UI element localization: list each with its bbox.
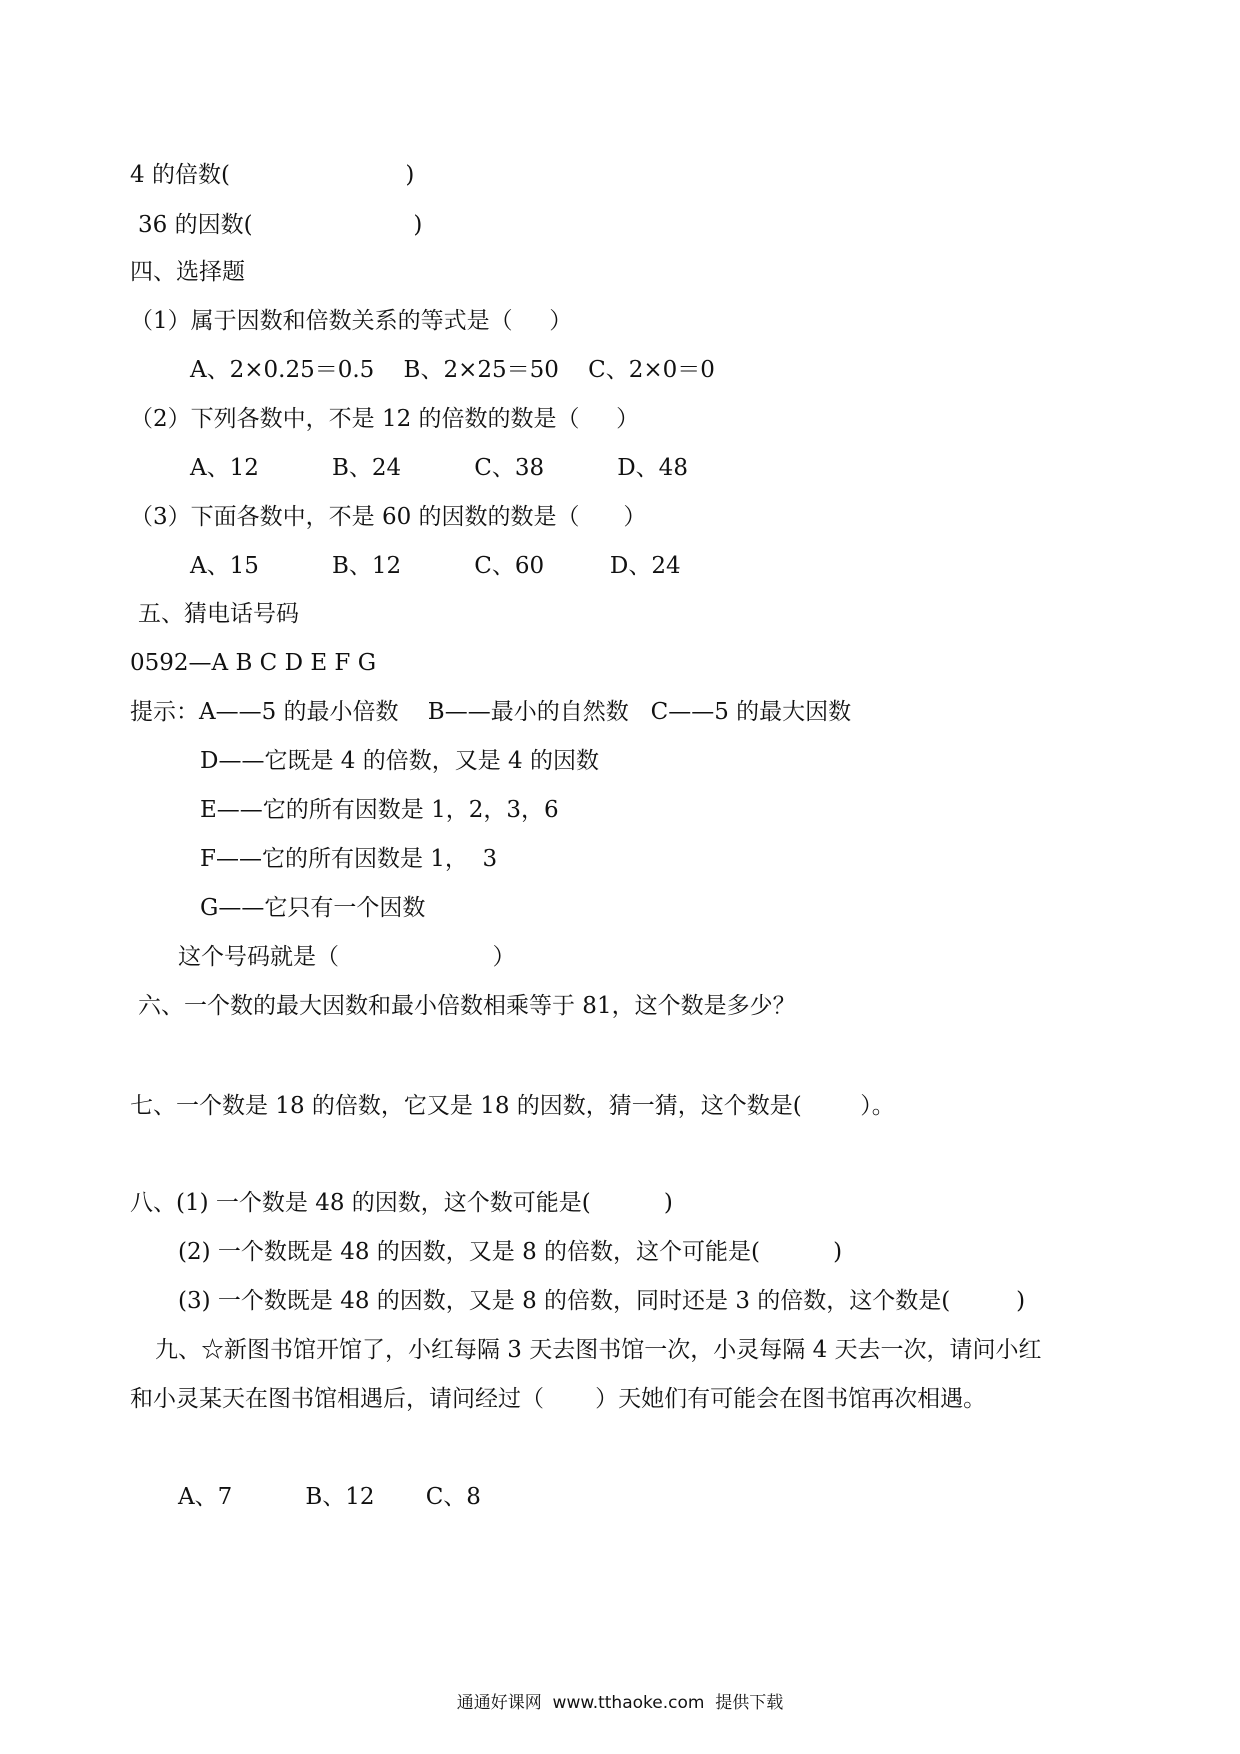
question-8-2: (2) 一个数既是 48 的因数，又是 8 的倍数，这个可能是( )	[178, 1239, 843, 1265]
page-footer: 通通好课网 www.tthaoke.com 提供下载	[456, 1693, 784, 1713]
phone-pattern: 0592—A B C D E F G	[130, 650, 377, 676]
section-heading-phone: 五、猜电话号码	[138, 601, 299, 627]
question-9-options: A、7 B、12 C、8	[178, 1484, 481, 1510]
question-7: 七、一个数是 18 的倍数，它又是 18 的因数，猜一猜，这个数是( ）。	[130, 1093, 895, 1119]
question-3: （3）下面各数中，不是 60 的因数的数是（ ）	[130, 504, 647, 530]
question-1: （1）属于因数和倍数关系的等式是（ ）	[130, 308, 573, 334]
phone-answer: 这个号码就是（ ）	[178, 944, 516, 970]
question-9-line-2: 和小灵某天在图书馆相遇后，请问经过（ ）天她们有可能会在图书馆再次相遇。	[130, 1386, 987, 1412]
question-2: （2）下列各数中，不是 12 的倍数的数是（ ）	[130, 406, 640, 432]
question-1-options: A、2×0.25＝0.5 B、2×25＝50 C、2×0＝0	[190, 357, 715, 383]
hint-line-d: D——它既是 4 的倍数，又是 4 的因数	[200, 748, 599, 774]
question-9-line-1: 九、☆新图书馆开馆了，小红每隔 3 天去图书馆一次，小灵每隔 4 天去一次，请问小红	[155, 1337, 1042, 1363]
hint-line-f: F——它的所有因数是 1， 3	[200, 846, 498, 872]
hint-line-g: G——它只有一个因数	[200, 895, 426, 921]
question-3-options: A、15 B、12 C、60 D、24	[190, 553, 681, 579]
question-8-1: 八、(1) 一个数是 48 的因数，这个数可能是( )	[130, 1190, 673, 1216]
hint-line-e: E——它的所有因数是 1，2，3，6	[200, 797, 559, 823]
question-2-options: A、12 B、24 C、38 D、48	[190, 455, 688, 481]
line-1: 4 的倍数( )	[130, 162, 415, 188]
line-2: 36 的因数( )	[138, 212, 423, 238]
hint-line-1: 提示：A——5 的最小倍数 B——最小的自然数 C——5 的最大因数	[130, 699, 852, 725]
question-6: 六、一个数的最大因数和最小倍数相乘等于 81，这个数是多少？	[138, 993, 796, 1019]
question-8-3: (3) 一个数既是 48 的因数，又是 8 的倍数，同时还是 3 的倍数，这个数是( )	[178, 1288, 1026, 1314]
section-heading-choice: 四、选择题	[130, 259, 245, 285]
